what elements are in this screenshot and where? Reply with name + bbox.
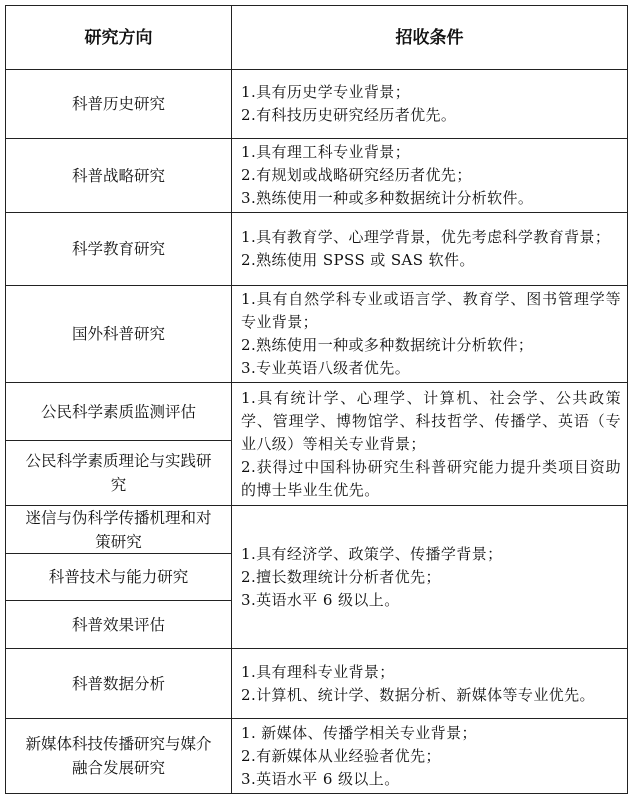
- requirement-line: 2.有科技历史研究经历者优先。: [241, 106, 457, 124]
- direction-literacy-theory: 公民科学素质理论与实践研究: [25, 452, 212, 494]
- requirement-line: 3.英语水平 6 级以上。: [241, 769, 400, 788]
- requirements-literacy: [232, 383, 627, 505]
- requirement-line: 3.英语水平 6 级以上。: [241, 590, 400, 609]
- direction-new-media: 新媒体科技传播研究与媒介融合发展研究: [25, 735, 212, 777]
- direction-education: 科学教育研究: [71, 240, 165, 258]
- requirements-foreign: [232, 286, 627, 382]
- header-direction: 研究方向: [84, 27, 153, 48]
- table-rule: [627, 5, 628, 794]
- table-rule: [5, 793, 628, 794]
- direction-technology-capacity: 科普技术与能力研究: [48, 568, 189, 586]
- requirement-line: 1. 新媒体、传播学相关专业背景；: [241, 723, 477, 742]
- direction-data-analysis: 科普数据分析: [71, 674, 165, 693]
- requirement-line: 2.有新媒体从业经验者优先；: [241, 746, 441, 765]
- requirements-education: [232, 213, 627, 285]
- requirement-line: 3.熟练使用一种或多种数据统计分析软件。: [241, 189, 534, 207]
- requirement-line: 1.具有自然学科专业或语言学、教育学、图书管理学等专业背景；: [241, 290, 621, 331]
- requirement-line: 1.具有理科专业背景；: [241, 662, 395, 681]
- requirement-line: 2.计算机、统计学、数据分析、新媒体等专业优先。: [241, 685, 595, 704]
- requirements-new-media: [232, 719, 627, 793]
- requirement-line: 1.具有历史学专业背景；: [241, 83, 411, 101]
- requirement-line: 2.擅长数理统计分析者优先；: [241, 567, 441, 586]
- requirements-strategy: [232, 139, 627, 212]
- requirement-line: 2.获得过中国科协研究生科普研究能力提升类项目资助的博士毕业生优先。: [241, 457, 621, 499]
- direction-literacy-monitoring: 公民科学素质监测评估: [40, 402, 196, 421]
- requirement-line: 2.熟练使用 SPSS 或 SAS 软件。: [241, 251, 475, 269]
- direction-strategy: 科普战略研究: [71, 166, 165, 185]
- requirement-line: 3.专业英语八级者优先。: [241, 359, 411, 377]
- requirement-line: 2.熟练使用一种或多种数据统计分析软件；: [241, 336, 534, 354]
- header-requirements: 招收条件: [395, 27, 464, 48]
- direction-foreign: 国外科普研究: [71, 325, 165, 343]
- requirement-line: 1.具有理工科专业背景；: [241, 143, 411, 161]
- direction-pseudoscience: 迷信与伪科学传播机理和对策研究: [25, 508, 212, 551]
- requirements-history: [232, 70, 627, 138]
- requirements-data-analysis: [232, 649, 627, 718]
- requirement-line: 1.具有统计学、心理学、计算机、社会学、公共政策学、管理学、博物馆学、科技哲学、传播学、英语（专业八级）等相关专业背景；: [241, 388, 621, 453]
- direction-effect-evaluation: 科普效果评估: [71, 615, 165, 634]
- requirement-line: 1.具有经济学、政策学、传播学背景；: [241, 544, 503, 563]
- direction-history: 科普历史研究: [71, 95, 165, 113]
- requirement-line: 1.具有教育学、心理学背景，优先考虑科学教育背景；: [241, 228, 611, 246]
- requirements-communication: [232, 506, 627, 648]
- requirement-line: 2.有规划或战略研究经历者优先；: [241, 166, 472, 184]
